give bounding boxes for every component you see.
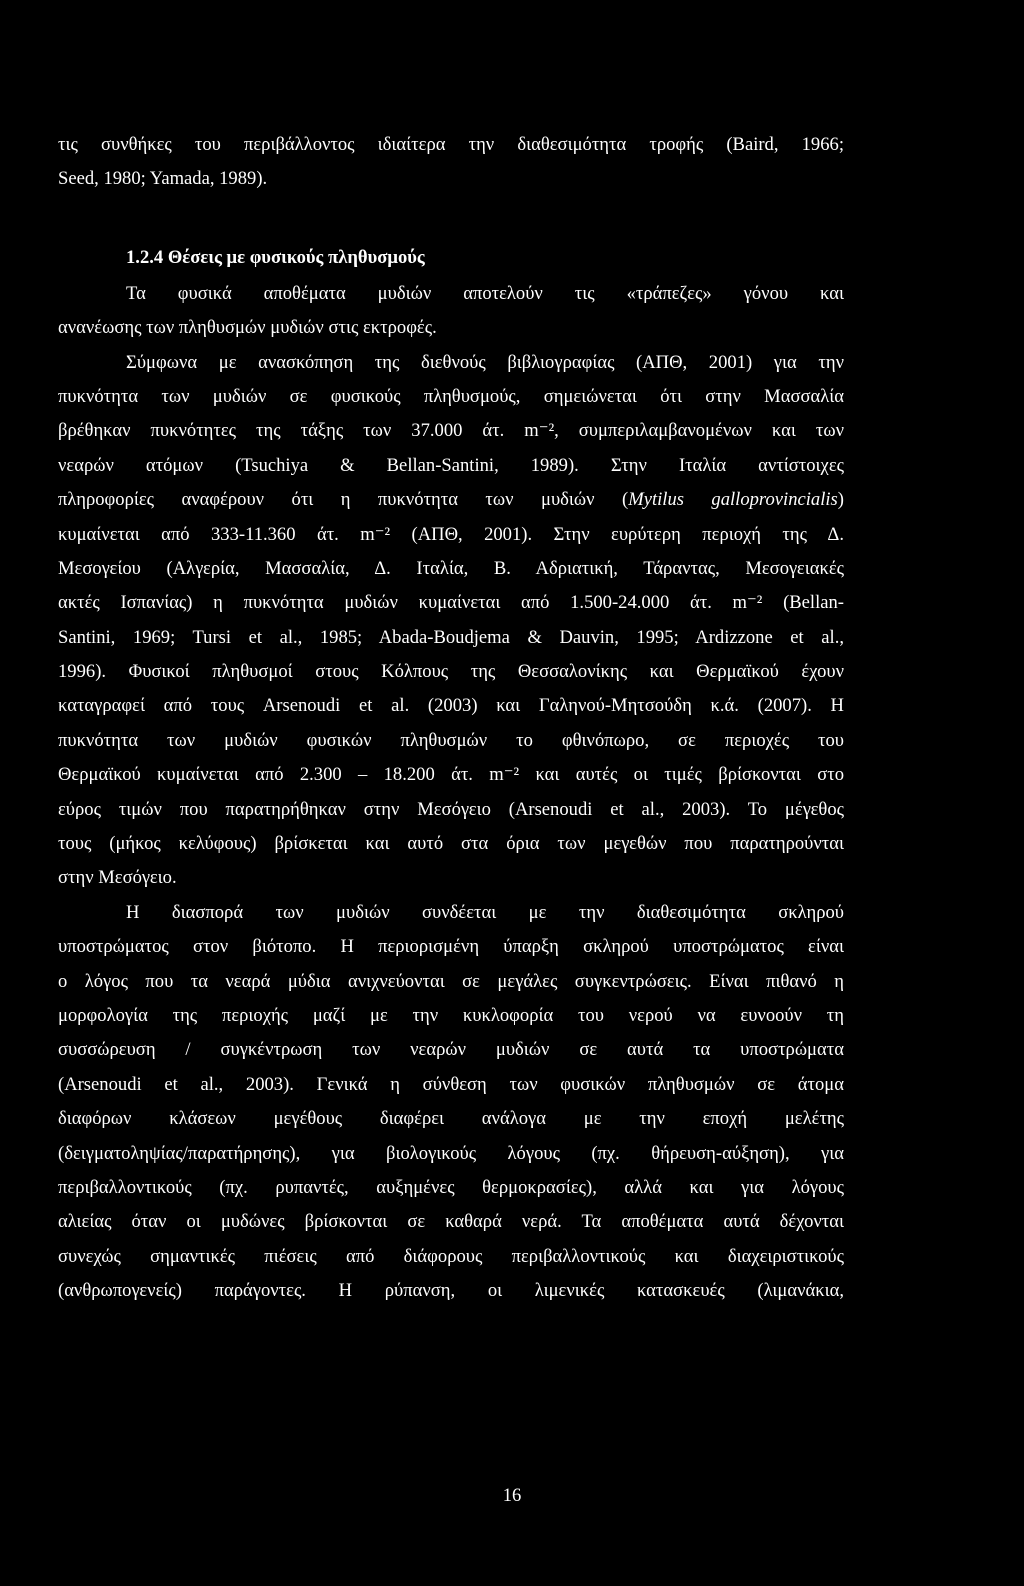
text-line: ο λόγος που τα νεαρά μύδια ανιχνεύονται σε μεγάλες συγκεντρώσεις. Είναι πιθανό η [58,970,844,992]
text-line: εύρος τιμών που παρατηρήθηκαν στην Μεσόγειο (Arsenoudi et al., 2003). Το μέγεθος [58,798,844,820]
text-line: Τα φυσικά αποθέματα μυδιών αποτελούν τις «τράπεζες» γόνου και [126,282,844,304]
text-line: Santini, 1969; Tursi et al., 1985; Abada-Boudjema & Dauvin, 1995; Ardizzone et al., [58,626,844,648]
text-line: καταγραφεί από τους Arsenoudi et al. (2003) και Γαληνού-Μητσούδη κ.ά. (2007). Η [58,695,844,717]
spacer [58,197,844,239]
text-line: (Arsenoudi et al., 2003). Γενικά η σύνθεση των φυσικών πληθυσμών σε άτομα [58,1073,844,1095]
text-line: (ανθρωπογενείς) παράγοντες. Η ρύπανση, οι λιμενικές κατασκευές (λιμανάκια, [58,1280,844,1302]
text-line: περιβαλλοντικούς (πχ. ρυπαντές, αυξημένες θερμοκρασίες), αλλά και για λόγους [58,1176,844,1198]
text-line: υποστρώματος στον βιότοπο. Η περιορισμένη ύπαρξη σκληρού υποστρώματος είναι [58,936,844,958]
text-line: διαφόρων κλάσεων μεγέθους διαφέρει ανάλογα με την εποχή μελέτης [58,1108,844,1130]
paragraph-dispersion [58,896,844,1309]
text-line: μορφολογία της περιοχής μαζί με την κυκλοφορία του νερού να ευνοούν τη [58,1004,844,1026]
text-line: τους (μήκος κελύφους) βρίσκεται και αυτό στα όρια των μεγεθών που παρατηρούνται [58,833,844,855]
text-line: νεαρών ατόμων (Tsuchiya & Bellan-Santini, 1989). Στην Ιταλία αντίστοιχες [58,454,844,476]
text-line: συνεχώς σημαντικές πιέσεις από διάφορους περιβαλλοντικούς και διαχειριστικούς [58,1245,844,1267]
text-line: βρέθηκαν πυκνότητες της τάξης των 37.000 άτ. m⁻², συμπεριλαμβανομένων και των [58,420,844,442]
text-line: Η διασπορά των μυδιών συνδέεται με την διαθεσιμότητα σκληρού [126,901,844,923]
text-line: (δειγματοληψίας/παρατήρησης), για βιολογικούς λόγους (πχ. θήρευση-αύξηση), για [58,1142,844,1164]
document-page [58,128,844,1309]
intro-paragraph [58,128,844,197]
text-line: πυκνότητα των μυδιών φυσικών πληθυσμών το φθινόπωρο, σε περιοχές του [58,729,844,751]
page-number: 16 [502,1485,522,1506]
text-line: Μεσογείου (Αλγερία, Μασσαλία, Δ. Ιταλία, Β. Αδριατική, Τάραντας, Μεσογειακές [58,557,844,579]
text-line: Σύμφωνα με ανασκόπηση της διεθνούς βιβλιογραφίας (ΑΠΘ, 2001) για την [126,351,844,373]
text-line: ανανέωσης των πληθυσμών μυδιών στις εκτροφές. [58,317,437,339]
paragraph-natural-stocks [58,277,844,346]
paragraph-density-review [58,346,844,896]
text-line: Θερμαϊκού κυμαίνεται από 2.300 – 18.200 άτ. m⁻² και αυτές οι τιμές βρίσκονται στο [58,764,844,786]
species-name: Mytilus galloprovincialis [628,489,838,511]
text-line: αλιείας όταν οι μυδώνες βρίσκονται σε καθαρά νερά. Τα αποθέματα αυτά δέχονται [58,1211,844,1233]
text-line: τις συνθήκες του περιβάλλοντος ιδιαίτερα την διαθεσιμότητα τροφής (Baird, 1966; [58,134,844,155]
section-heading: 1.2.4 Θέσεις με φυσικούς πληθυσμούς [126,246,425,268]
text-line: πληροφορίες αναφέρουν ότι η πυκνότητα των μυδιών (Mytilus galloprovincialis) [58,489,844,511]
text-line: ακτές Ισπανίας) η πυκνότητα μυδιών κυμαίνεται από 1.500-24.000 άτ. m⁻² (Bellan- [58,592,844,614]
text-line: συσσώρευση / συγκέντρωση των νεαρών μυδιών σε αυτά τα υποστρώματα [58,1039,844,1061]
text-line: κυμαίνεται από 333-11.360 άτ. m⁻² (ΑΠΘ, 2001). Στην ευρύτερη περιοχή της Δ. [58,523,844,545]
text-line: Seed, 1980; Yamada, 1989). [58,168,268,190]
text-line: πυκνότητα των μυδιών σε φυσικούς πληθυσμούς, σημειώνεται ότι στην Μασσαλία [58,385,844,407]
text-line: στην Μεσόγειο. [58,867,177,889]
text-line: 1996). Φυσικοί πληθυσμοί στους Κόλπους της Θεσσαλονίκης και Θερμαϊκού έχουν [58,661,844,683]
